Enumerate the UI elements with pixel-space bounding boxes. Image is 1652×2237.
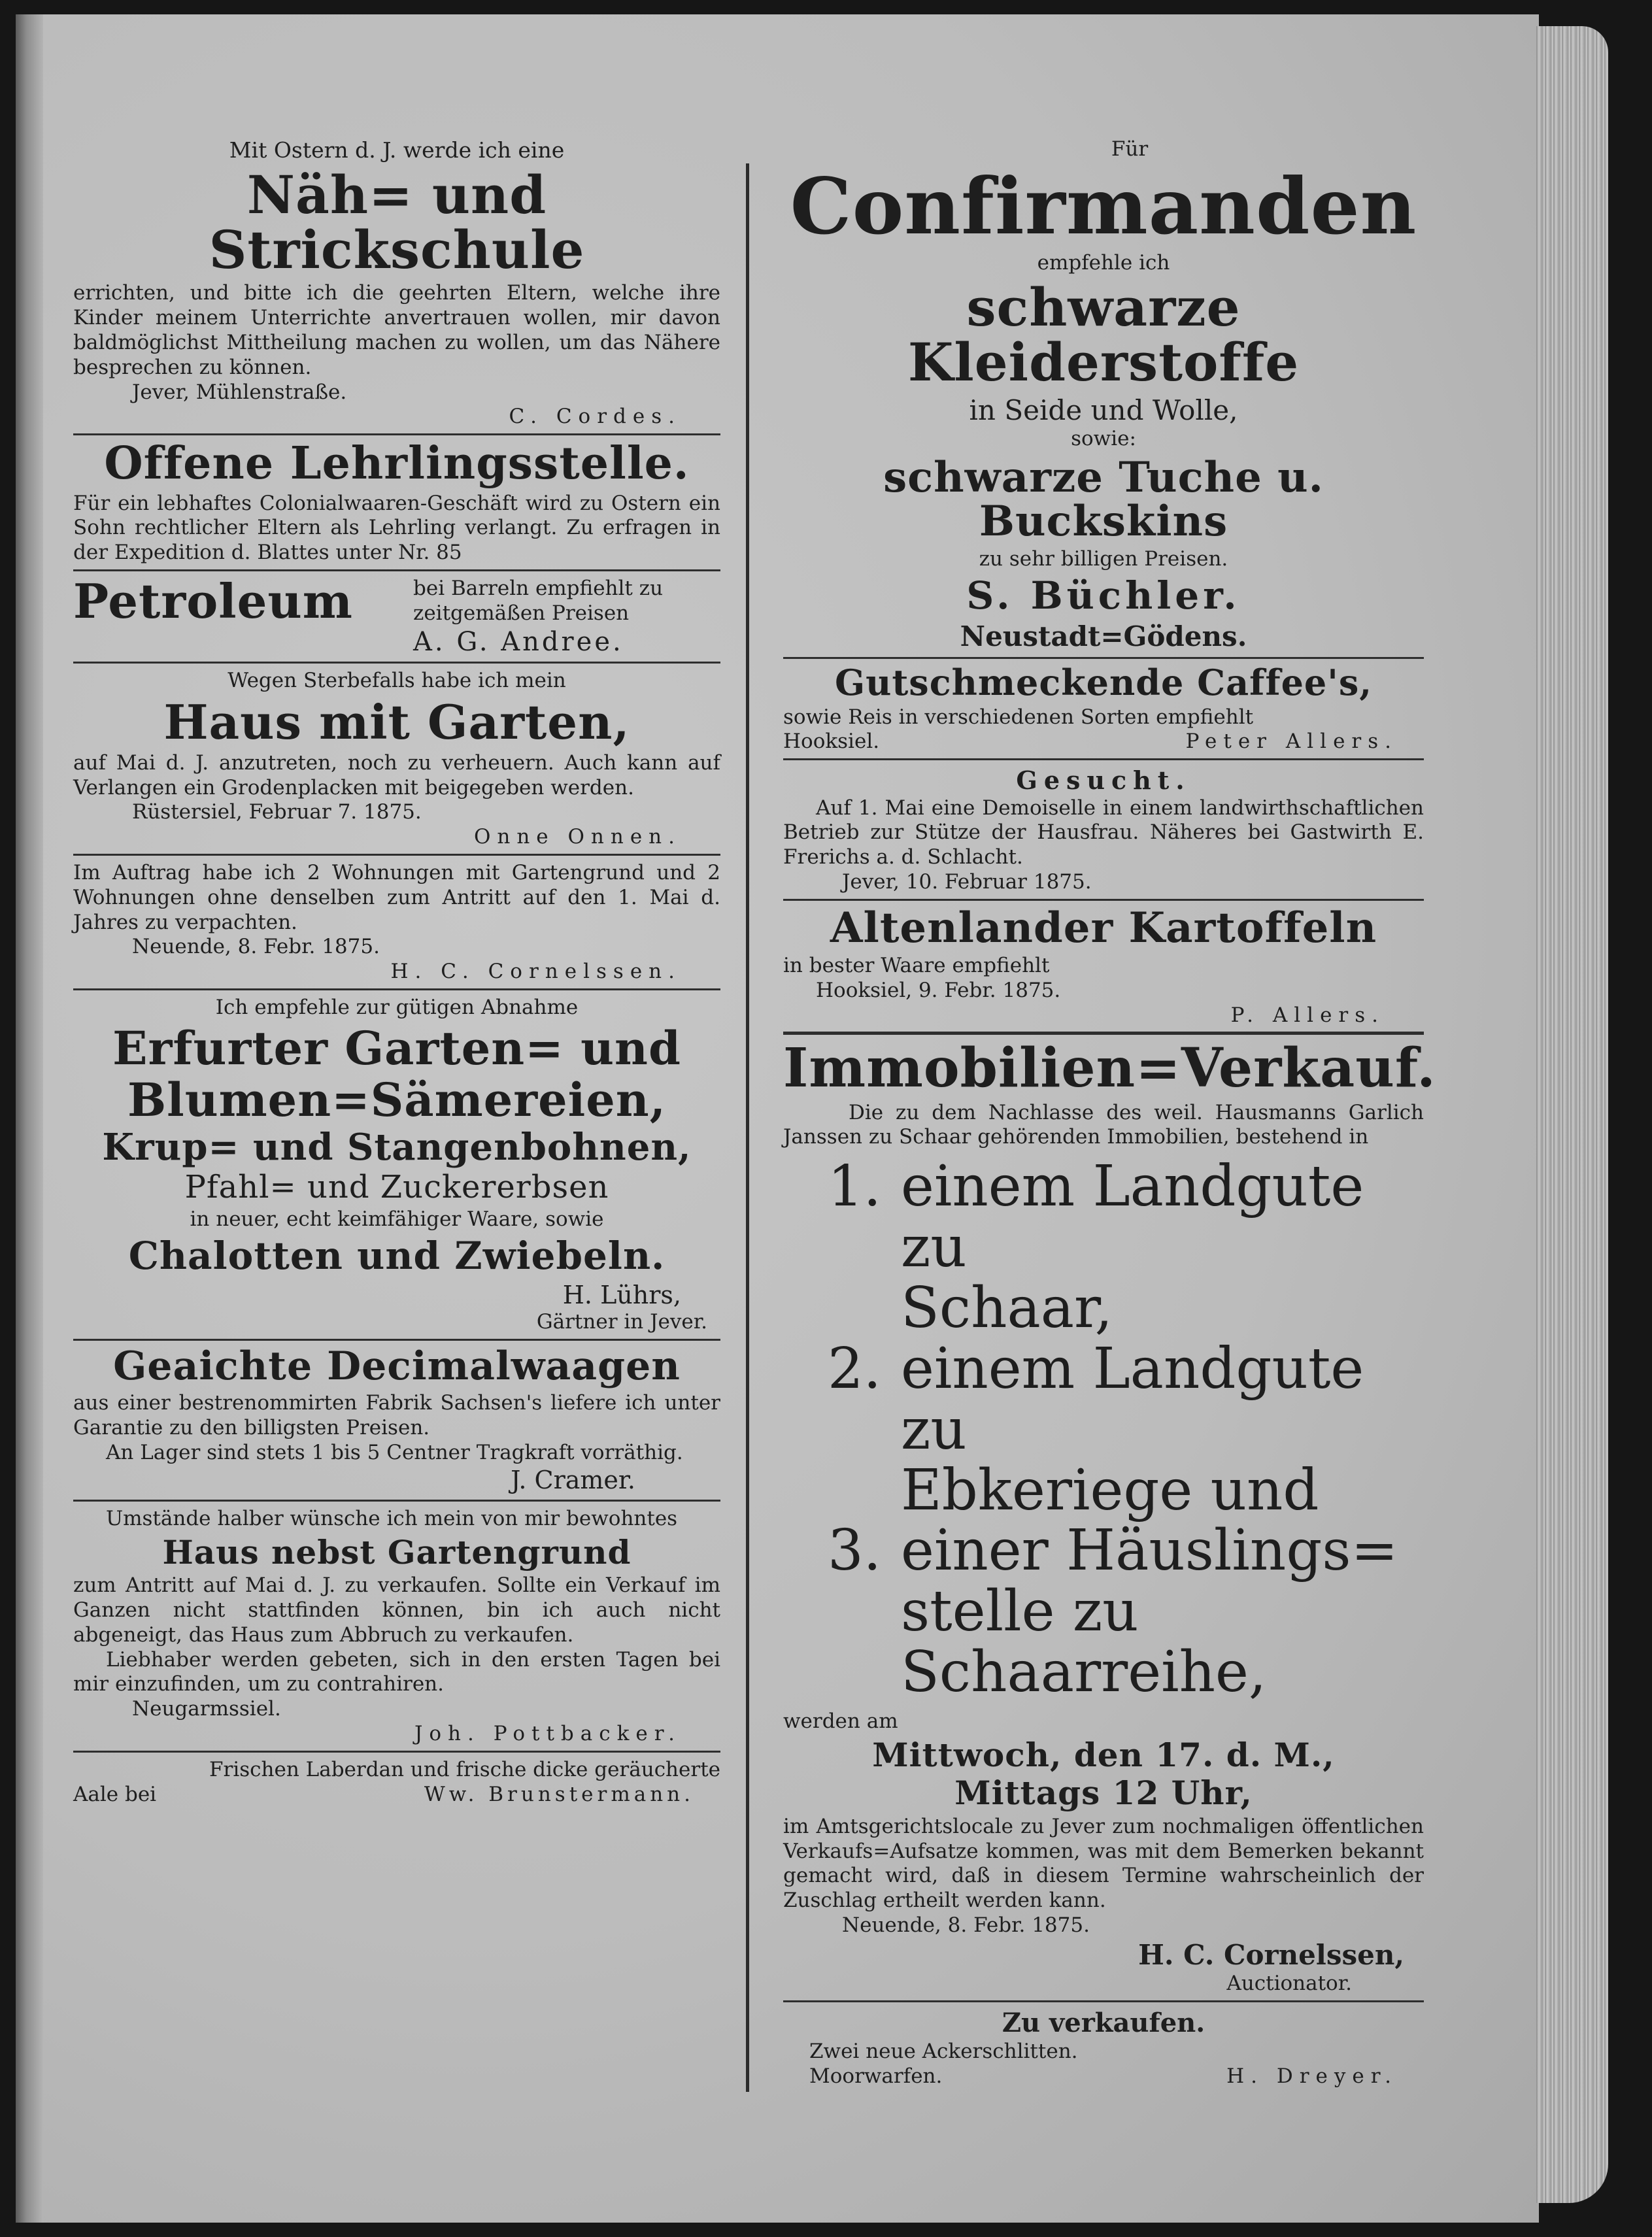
- ad-title: Immobilien=Verkauf.: [783, 1037, 1436, 1100]
- ad-signature: Onne Onnen.: [473, 825, 681, 849]
- ad-place: Rüstersiel, Februar 7. 1875.: [132, 800, 422, 824]
- item-line: einer Häuslings=: [901, 1518, 1398, 1584]
- ad-signature: H. Lührs,: [562, 1280, 681, 1309]
- ad-subtitle: Pfahl= und Zuckererbsen: [184, 1168, 609, 1205]
- ad-intro: Für: [1111, 137, 1149, 161]
- ad-title: schwarze Kleiderstoffe: [907, 276, 1300, 393]
- ad-line: empfehle ich: [1037, 250, 1170, 275]
- list-item: [783, 1156, 1424, 1339]
- ad-time: Mittags 12 Uhr,: [954, 1774, 1253, 1813]
- divider: [73, 433, 720, 435]
- ad-signature: Peter Allers.: [1185, 730, 1398, 754]
- ad-place: Jever, 10. Februar 1875.: [842, 869, 1092, 894]
- ad-signature: A. G. Andree.: [413, 626, 624, 657]
- ad-title: Altenlander Kartoffeln: [830, 903, 1377, 952]
- ad-line: in Seide und Wolle,: [969, 394, 1238, 426]
- ad-signature: H. Dreyer.: [1226, 2064, 1398, 2088]
- page-stack-edge: [1536, 26, 1608, 2203]
- ad-line: Zwei neue Ackerschlitten.: [809, 2039, 1078, 2063]
- ad-body: Auf 1. Mai eine Demoiselle in einem landwirthschaftlichen Betrieb zur Stütze der Hausfrau. Näheres bei Gastwirth E. Frerichs a. d. Schlacht.: [783, 796, 1424, 869]
- ad-confirmanden: [783, 137, 1424, 653]
- ad-line: bei Barreln empfiehlt zu: [413, 576, 664, 600]
- ad-body: auf Mai d. J. anzutreten, noch zu verheuern. Auch kann auf Verlangen ein Grodenplacken mit beigegeben werden.: [73, 750, 720, 799]
- ad-body: Die zu dem Nachlasse des weil. Hausmanns Garlich Janssen zu Schaar gehörenden Immobilien, bestehend in: [783, 1100, 1424, 1149]
- ad-place: Neustadt=Gödens.: [960, 620, 1247, 652]
- item-text: [901, 1156, 1424, 1339]
- ad-laberdan: [73, 1758, 720, 1808]
- ad-signature-line: Auctionator.: [1226, 1972, 1352, 1996]
- ad-signature: H. C. Cornelssen,: [1138, 1938, 1404, 1971]
- ad-title: Chalotten und Zwiebeln.: [128, 1233, 666, 1278]
- ad-caffee: [783, 661, 1424, 754]
- ad-signature: H. C. Cornelssen.: [390, 960, 681, 984]
- divider: [73, 1751, 720, 1753]
- ad-saemereien: [73, 996, 720, 1335]
- ad-body: Im Auftrag habe ich 2 Wohnungen mit Gartengrund und 2 Wohnungen ohne denselben zum Antritt auf den 1. Mai d. Jahres zu verpachten.: [73, 861, 720, 934]
- column-divider: [746, 163, 749, 2092]
- item-line: Ebkeriege und: [901, 1457, 1319, 1523]
- item-line: einem Landgute zu: [901, 1336, 1364, 1462]
- ad-title: Haus mit Garten,: [163, 694, 630, 750]
- left-column: [73, 137, 720, 1807]
- ad-title: Krup= und Stangenbohnen,: [102, 1125, 692, 1169]
- ad-signature: Ww. Brunstermann.: [424, 1782, 694, 1806]
- item-number: 1.: [827, 1154, 881, 1220]
- ad-line: in neuer, echt keimfähiger Waare, sowie: [190, 1207, 604, 1232]
- petroleum-text: [413, 577, 720, 658]
- laberdan-row: [73, 1783, 720, 1808]
- divider: [73, 1500, 720, 1502]
- ad-title: schwarze Tuche u. Buckskins: [883, 452, 1324, 546]
- book-binding: [16, 14, 43, 2223]
- ad-title: Blumen=Sämereien,: [127, 1073, 667, 1128]
- ad-title: Offene Lehrlingsstelle.: [104, 437, 690, 490]
- petroleum-row: [73, 573, 720, 658]
- divider: [783, 2000, 1424, 2002]
- item-text: [901, 1518, 1424, 1706]
- ad-body: Liebhaber werden gebeten, sich in den ersten Tagen bei mir einzufinden, um zu contrahiren.: [73, 1647, 720, 1696]
- ad-body: Für ein lebhaftes Colonialwaaren-Geschäft wird zu Ostern ein Sohn rechtlicher Eltern als Lehrling verlangt. Zu erfragen in der Expedition d. Blattes unter Nr. 85: [73, 491, 720, 565]
- divider: [783, 657, 1424, 659]
- divider: [783, 758, 1424, 760]
- ad-place: Neuende, 8. Febr. 1875.: [132, 935, 380, 959]
- ad-gesucht: [783, 765, 1424, 895]
- ad-place: Moorwarfen.: [809, 2064, 943, 2088]
- item-number: 3.: [827, 1518, 881, 1584]
- ad-intro: Wegen Sterbefalls habe ich mein: [228, 669, 566, 693]
- ad-body: zum Antritt auf Mai d. J. zu verkaufen. Sollte ein Verkauf im Ganzen nicht stattfinden können, bin ich auch nicht abgeneigt, das Haus zum Abbruch zu verkaufen.: [73, 1573, 720, 1647]
- verkaufen-row: [783, 2064, 1424, 2089]
- ad-title: Erfurter Garten= und: [112, 1020, 681, 1075]
- ad-haus: [73, 669, 720, 850]
- ad-place: Jever, Mühlenstraße.: [132, 380, 347, 404]
- ad-title: Haus nebst Gartengrund: [162, 1532, 632, 1572]
- ad-title: Gesucht.: [1016, 765, 1191, 796]
- ad-kartoffeln: [783, 903, 1424, 1028]
- ad-place: Neuende, 8. Febr. 1875.: [842, 1913, 1090, 1938]
- ad-line: werden am: [783, 1709, 898, 1734]
- ad-signature: C. Cordes.: [509, 405, 681, 429]
- caffee-row: [783, 730, 1424, 754]
- ad-naehschule: [73, 137, 720, 429]
- list-item: [783, 1336, 1424, 1523]
- ad-petroleum: [73, 573, 720, 658]
- ad-line: Aale bei: [73, 1782, 157, 1806]
- ad-date: Mittwoch, den 17. d. M.,: [872, 1735, 1335, 1774]
- ad-title: Näh= und Strickschule: [209, 164, 585, 281]
- ad-intro: Umstände halber wünsche ich mein von mir bewohntes: [106, 1506, 678, 1530]
- ad-intro: Ich empfehle zur gütigen Abnahme: [215, 996, 579, 1020]
- item-line: Schaar,: [901, 1275, 1113, 1341]
- divider: [73, 988, 720, 990]
- ad-title: Geaichte Decimalwaagen: [113, 1343, 681, 1389]
- ad-signature: J. Cramer.: [511, 1466, 635, 1495]
- divider: [73, 1339, 720, 1341]
- divider: [783, 1032, 1424, 1035]
- right-column: [783, 137, 1436, 2089]
- ad-title: Gutschmeckende Caffee's,: [834, 661, 1373, 703]
- immobilien-list: [783, 1154, 1424, 1706]
- ad-immobilien: [783, 1037, 1436, 1996]
- ad-signature: P. Allers.: [1230, 1003, 1385, 1027]
- ad-body: im Amtsgerichtslocale zu Jever zum nochmaligen öffentlichen Verkaufs=Aufsatze kommen, was mit dem Bemerken bekannt gemacht wird, daß in diesem Termine wahrscheinlich der Zuschlag ertheilt werden kann.: [783, 1814, 1424, 1913]
- item-line: einem Landgute zu: [901, 1154, 1364, 1281]
- ad-place: Hooksiel, 9. Febr. 1875.: [816, 978, 1061, 1002]
- divider: [73, 854, 720, 856]
- ad-signature-line: Gärtner in Jever.: [536, 1310, 707, 1334]
- list-item: [783, 1518, 1424, 1706]
- ad-line: sowie:: [1071, 426, 1136, 450]
- ad-place: Hooksiel.: [783, 730, 880, 754]
- item-line: stelle zu Schaarreihe,: [901, 1579, 1267, 1706]
- ad-title: Zu verkaufen.: [1002, 2007, 1205, 2038]
- ad-wohnungen: [73, 861, 720, 984]
- ad-place: Neugarmssiel.: [132, 1697, 281, 1721]
- ad-signature: Joh. Pottbacker.: [414, 1721, 681, 1745]
- ad-line: zu sehr billigen Preisen.: [979, 547, 1228, 571]
- ad-intro: Mit Ostern d. J. werde ich eine: [229, 137, 565, 163]
- ad-lehrling: [73, 437, 720, 565]
- ad-title: Confirmanden: [790, 160, 1417, 252]
- ad-waagen: [73, 1343, 720, 1496]
- ad-body: sowie Reis in verschiedenen Sorten empfiehlt: [783, 705, 1254, 729]
- item-number: 2.: [827, 1336, 881, 1402]
- ad-gartengrund: [73, 1507, 720, 1747]
- ad-line: Frischen Laberdan und frische dicke geräucherte: [209, 1757, 720, 1781]
- divider: [73, 662, 720, 664]
- divider: [73, 569, 720, 571]
- divider: [783, 899, 1424, 901]
- ad-line: zeitgemäßen Preisen: [413, 601, 630, 625]
- ad-body: errichten, und bitte ich die geehrten Eltern, welche ihre Kinder meinem Unterrichte anvertrauen wollen, mir davon baldmöglichst Mittheilung machen zu wollen, um das Nähere besprechen zu können.: [73, 281, 720, 379]
- ad-verkaufen: [783, 2008, 1424, 2089]
- ad-title: Petroleum: [73, 573, 353, 629]
- item-text: [901, 1336, 1424, 1523]
- ad-body: An Lager sind stets 1 bis 5 Centner Tragkraft vorräthig.: [106, 1440, 683, 1464]
- ad-line: in bester Waare empfiehlt: [783, 953, 1050, 977]
- ad-body: aus einer bestrenommirten Fabrik Sachsen's liefere ich unter Garantie zu den billigsten Preisen.: [73, 1390, 720, 1439]
- ad-signature: S. Büchler.: [966, 573, 1241, 618]
